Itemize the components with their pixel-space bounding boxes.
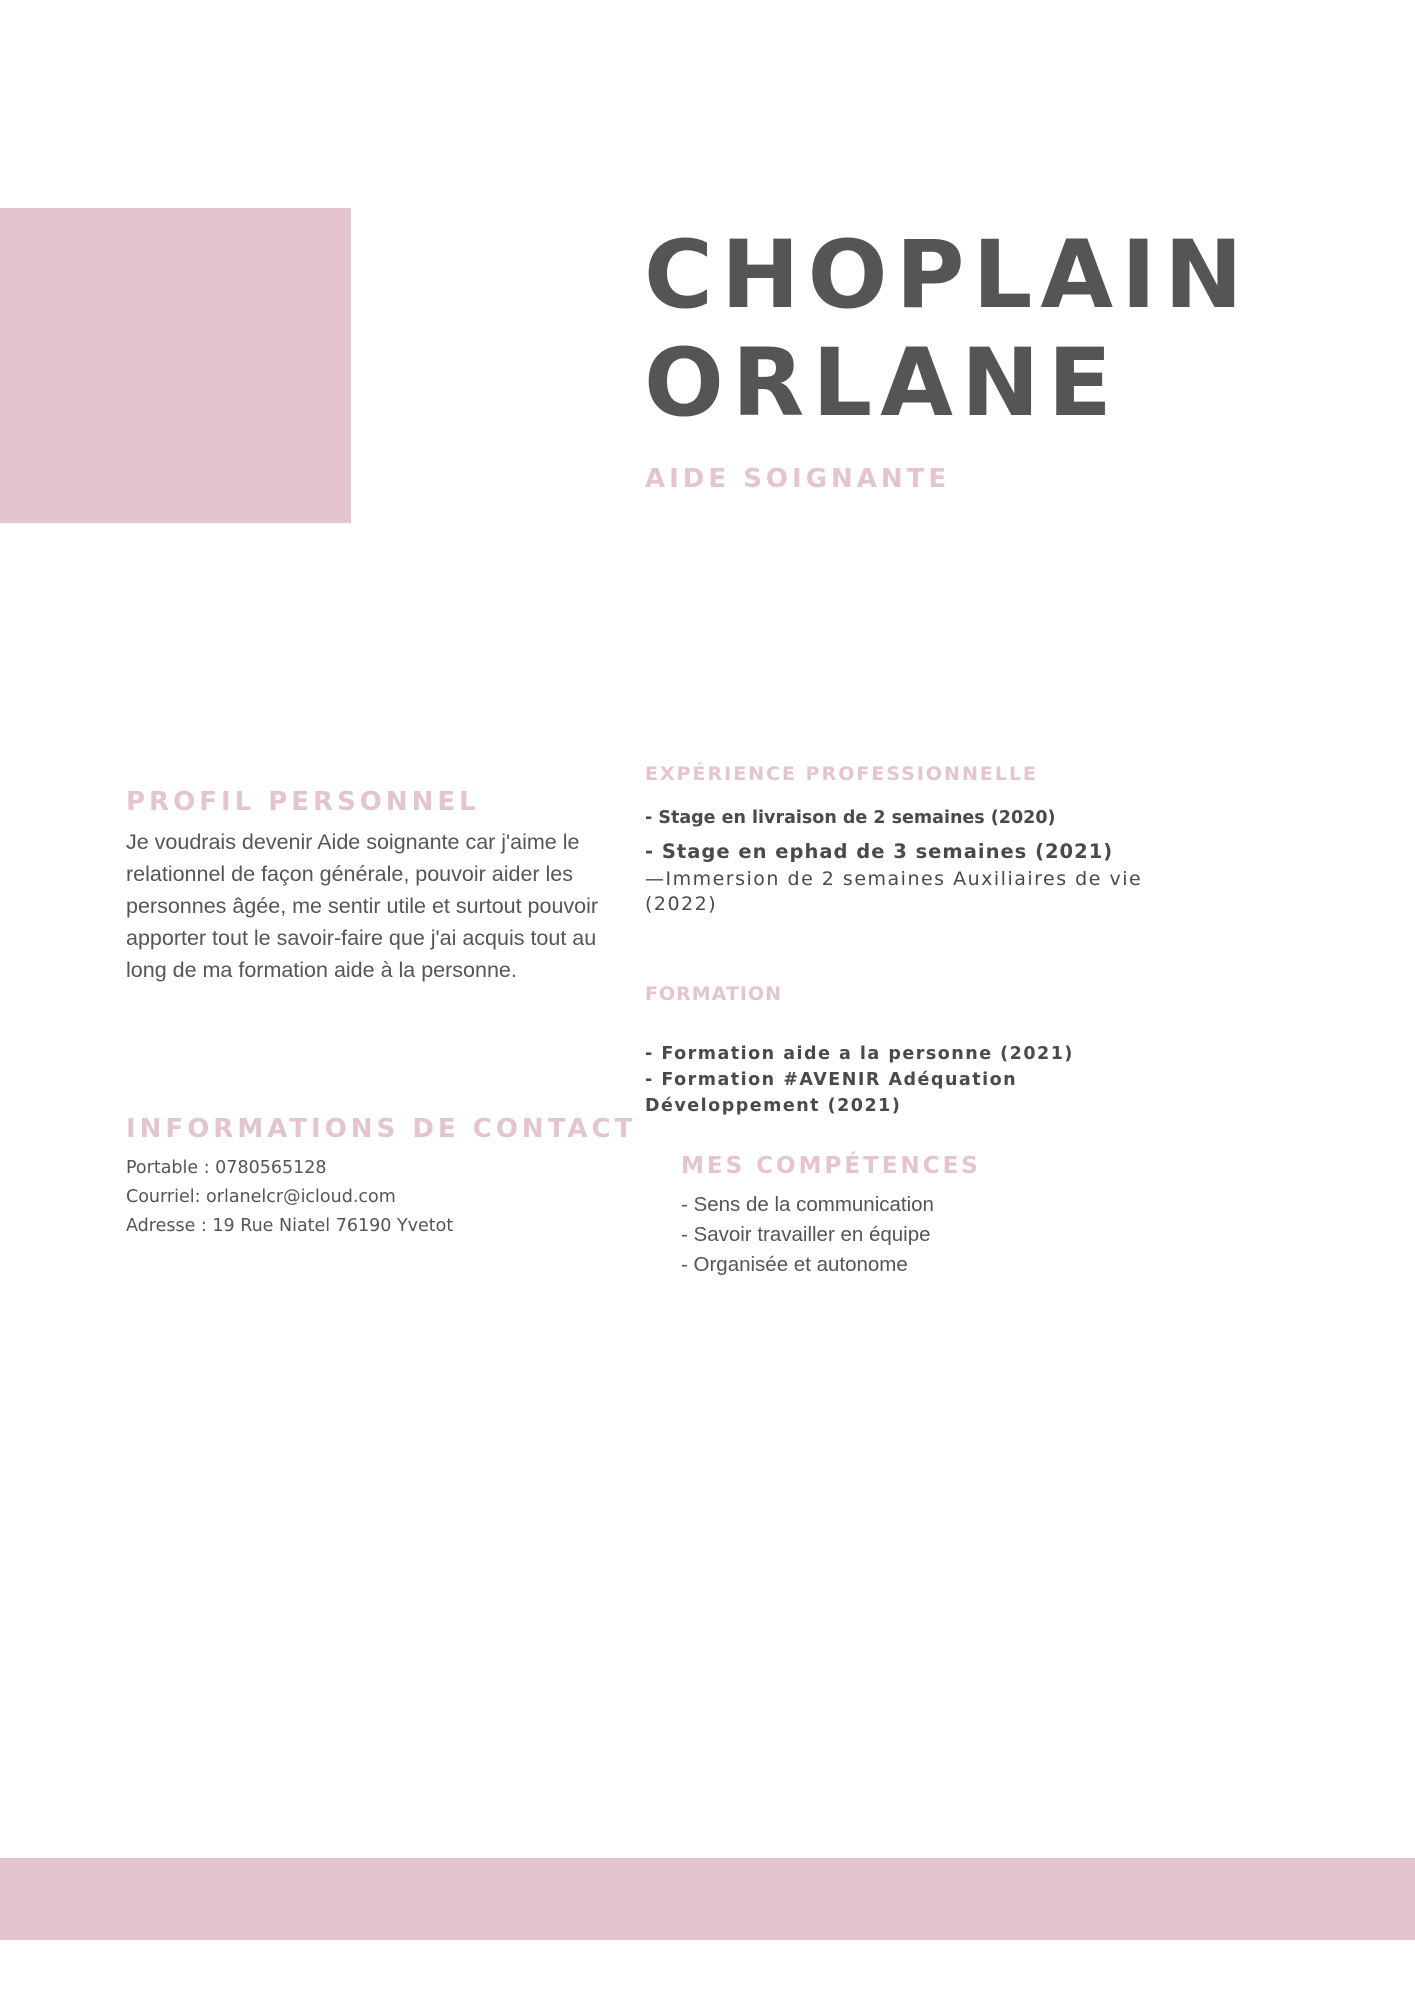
profil-heading: PROFIL PERSONNEL xyxy=(126,787,480,817)
contact-heading: INFORMATIONS DE CONTACT xyxy=(126,1114,637,1144)
name-line-2: ORLANE xyxy=(644,329,1120,438)
contact-address: Adresse : 19 Rue Niatel 76190 Yvetot xyxy=(126,1216,454,1236)
experience-heading: EXPÉRIENCE PROFESSIONNELLE xyxy=(645,763,1039,785)
job-title: AIDE SOIGNANTE xyxy=(645,464,951,494)
competence-item: - Sens de la communication xyxy=(681,1193,934,1216)
contact-email: Courriel: orlanelcr@icloud.com xyxy=(126,1187,396,1207)
candidate-name xyxy=(644,222,1251,438)
competence-item: - Savoir travailler en équipe xyxy=(681,1223,931,1246)
name-line-1: CHOPLAIN xyxy=(644,221,1251,330)
formation-item: - Formation aide a la personne (2021) xyxy=(645,1044,1074,1064)
competences-heading: MES COMPÉTENCES xyxy=(681,1153,981,1179)
decorative-pink-block xyxy=(0,208,351,523)
formation-heading: FORMATION xyxy=(645,983,782,1005)
experience-item: —Immersion de 2 semaines Auxiliaires de vie (2022) xyxy=(645,868,1143,915)
contact-phone: Portable : 0780565128 xyxy=(126,1158,327,1178)
profil-text: Je voudrais devenir Aide soignante car j'aime le relationnel de façon générale, pouvoir aider les personnes âgée, me sentir utile et surtout pouvoir apporter tout le savoir-faire que j'ai acquis tout au long de ma formation aide à la personne. xyxy=(126,830,599,982)
formation-item: - Formation #AVENIR Adéquation Développement (2021) xyxy=(645,1070,1018,1116)
competence-item: - Organisée et autonome xyxy=(681,1253,908,1276)
decorative-footer-band xyxy=(0,1858,1415,1940)
experience-item: - Stage en livraison de 2 semaines (2020) xyxy=(645,808,1056,828)
experience-item: - Stage en ephad de 3 semaines (2021) xyxy=(645,840,1114,863)
